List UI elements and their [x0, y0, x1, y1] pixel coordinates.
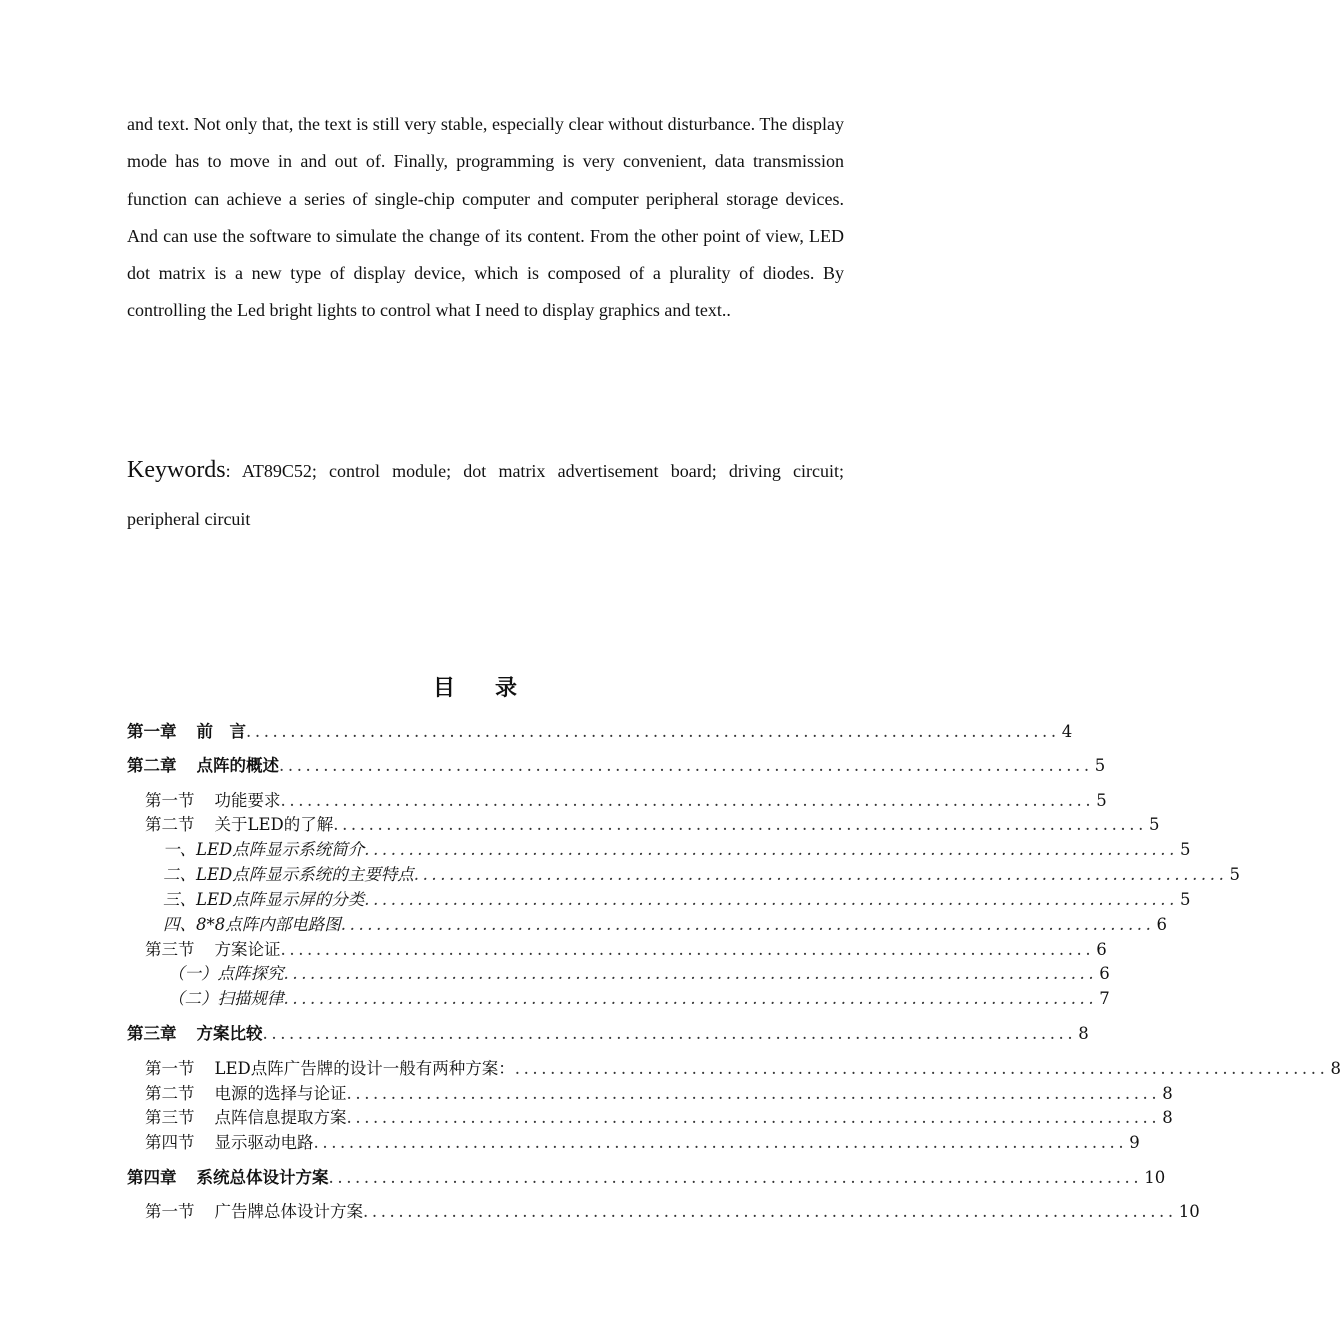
dot-leader: ............................................................................................	[283, 964, 1098, 983]
toc-page-number: 4	[1061, 722, 1073, 741]
toc-entry[interactable]: 第四章 系统总体设计方案 ............................................................................................ 10	[127, 1166, 788, 1190]
dot-leader: ............................................................................................	[364, 840, 1178, 859]
toc-title: 目 录	[432, 676, 518, 701]
toc-page-number: 8	[1330, 1059, 1341, 1078]
toc-page-number: 10	[1144, 1168, 1166, 1187]
keywords-text: : AT89C52; control module; dot matrix advertisement board; driving circuit; peripheral circuit	[127, 461, 844, 529]
dot-leader: ............................................................................................	[280, 791, 1095, 810]
toc-page-number: 8	[1078, 1024, 1089, 1043]
toc-entry[interactable]: 第一节 广告牌总体设计方案 ............................................................................................ 10	[145, 1200, 788, 1224]
toc-page-number: 8	[1162, 1084, 1173, 1103]
toc-page-number: 5	[1229, 865, 1240, 884]
toc-entry[interactable]: 第二章 点阵的概述 ............................................................................................ 5	[127, 754, 788, 778]
toc-page-number: 6	[1096, 940, 1107, 959]
toc-entry[interactable]: 第一章 前 言 ............................................................................................ 4	[127, 720, 788, 744]
toc-entry[interactable]: 第三节 方案论证 ............................................................................................ 6	[145, 938, 788, 962]
toc-page-number: 9	[1129, 1133, 1140, 1152]
dot-leader: ............................................................................................	[283, 989, 1098, 1008]
dot-leader: ............................................................................................	[363, 1202, 1177, 1221]
toc-entry[interactable]: （二）扫描规律 ............................................................................................ 7	[168, 987, 788, 1011]
keywords-label: Keywords	[127, 457, 226, 483]
toc-page-number: 7	[1099, 989, 1110, 1008]
toc-page-number: 8	[1162, 1108, 1173, 1127]
dot-leader: ............................................................................................	[514, 1059, 1329, 1078]
toc-page-number: 6	[1156, 915, 1167, 934]
toc-entry[interactable]: 第一节 LED点阵广告牌的设计一般有两种方案： ............................................................................................ 8	[145, 1057, 788, 1081]
toc-page-number: 6	[1099, 964, 1110, 983]
dot-leader: ............................................................................................	[340, 915, 1155, 934]
toc-page-number: 5	[1096, 791, 1107, 810]
toc-entry[interactable]: 一、LED点阵显示系统简介 ............................................................................................ 5	[163, 838, 788, 862]
dot-leader: ............................................................................................	[313, 1133, 1128, 1152]
dot-leader: ............................................................................................	[328, 1168, 1143, 1187]
toc-entry[interactable]: 第一节 功能要求 ............................................................................................ 5	[145, 789, 788, 813]
toc-entry[interactable]: （一）点阵探究 ............................................................................................ 6	[168, 962, 788, 986]
toc-page-number: 10	[1178, 1202, 1200, 1221]
toc-page-number: 5	[1094, 756, 1106, 775]
dot-leader: ............................................................................................	[333, 815, 1147, 834]
dot-leader: ............................................................................................	[413, 865, 1228, 884]
toc-page-number: 5	[1148, 815, 1160, 834]
dot-leader: ............................................................................................	[346, 1108, 1161, 1127]
toc-entry[interactable]: 三、LED点阵显示屏的分类 ............................................................................................ 5	[163, 888, 788, 912]
dot-leader: ............................................................................................	[280, 940, 1095, 959]
dot-leader: ............................................................................................	[262, 1024, 1077, 1043]
dot-leader: ............................................................................................	[364, 890, 1178, 909]
toc-entry[interactable]: 二、LED点阵显示系统的主要特点 ............................................................................................ 5	[163, 863, 788, 887]
abstract-paragraph: and text. Not only that, the text is still very stable, especially clear without disturbance. The display mode has to move in and out of. Finally, programming is very convenient, data transmission function can achieve a series of single-chip computer and computer peripheral storage devices. And can use the software to simulate the change of its content. From the other point of view, LED dot matrix is a new type of display device, which is composed of a plurality of diodes. By controlling the Led bright lights to control what I need to display graphics and text..	[127, 114, 844, 321]
dot-leader: ............................................................................................	[279, 756, 1093, 775]
toc-entry[interactable]: 第三章 方案比较 ............................................................................................ 8	[127, 1022, 788, 1046]
toc-entry[interactable]: 第三节 点阵信息提取方案 ............................................................................................ 8	[145, 1106, 788, 1130]
toc-entry[interactable]: 第四节 显示驱动电路 ............................................................................................ 9	[145, 1131, 788, 1155]
keywords-paragraph	[127, 446, 844, 543]
toc-page-number: 5	[1179, 840, 1191, 859]
toc-page-number: 5	[1179, 890, 1191, 909]
toc-entry[interactable]: 第二节 电源的选择与论证 ............................................................................................ 8	[145, 1082, 788, 1106]
toc-entry[interactable]: 四、8*8点阵内部电路图 ............................................................................................ 6	[163, 913, 788, 937]
dot-leader: ............................................................................................	[246, 722, 1060, 741]
dot-leader: ............................................................................................	[346, 1084, 1161, 1103]
toc-entry[interactable]: 第二节 关于LED的了解 ............................................................................................ 5	[145, 813, 788, 837]
